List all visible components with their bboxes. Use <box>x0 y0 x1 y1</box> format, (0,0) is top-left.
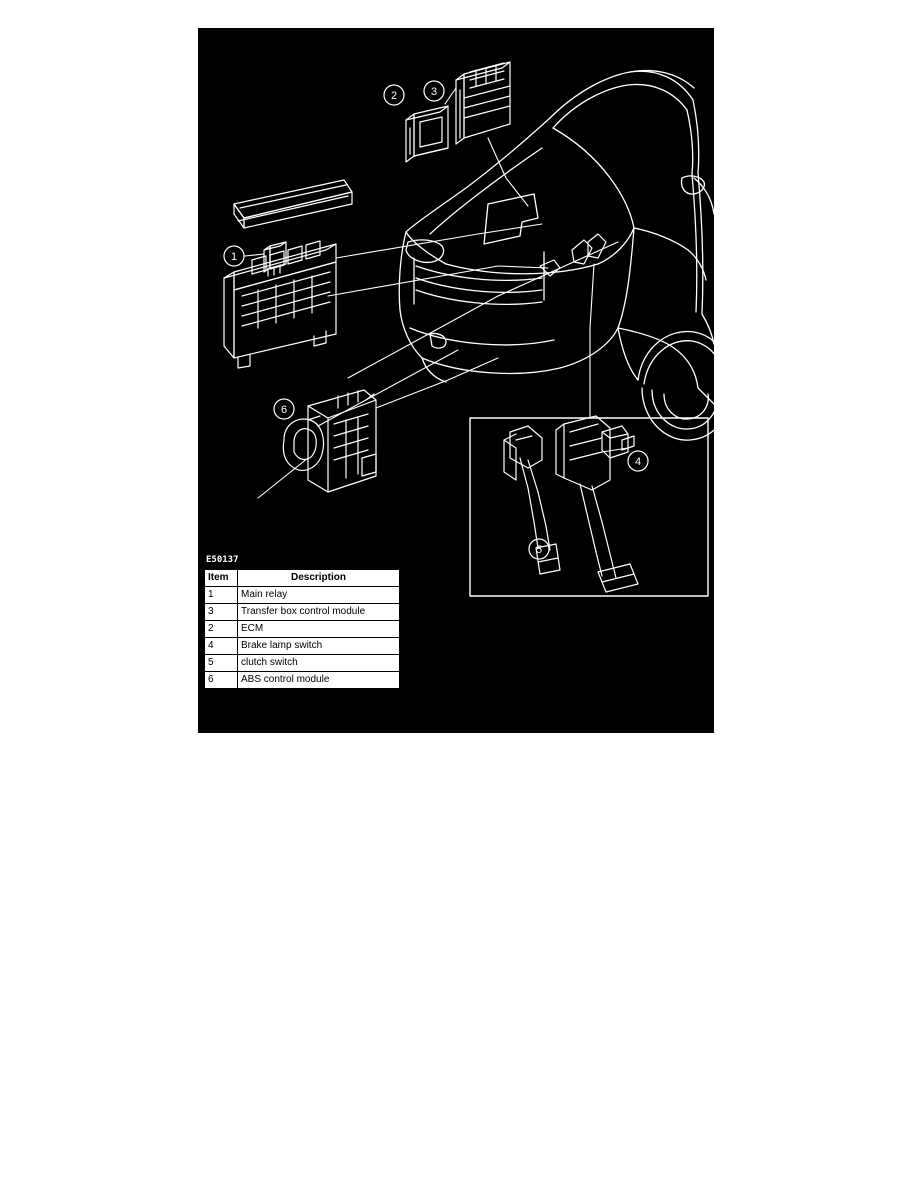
illustration-panel <box>198 28 714 733</box>
legend-item-description: Brake lamp switch <box>238 638 400 655</box>
legend-item-number: 4 <box>205 638 238 655</box>
pedal-assembly <box>504 416 638 592</box>
callout-label-3: 3 <box>430 86 438 98</box>
callout-label-4: 4 <box>634 456 642 468</box>
legend-item-number: 5 <box>205 655 238 672</box>
legend-item-description: Main relay <box>238 587 400 604</box>
figure-code: E50137 <box>206 555 239 565</box>
table-row <box>205 621 400 638</box>
legend-table <box>204 569 400 689</box>
table-row <box>205 655 400 672</box>
legend-header-row <box>205 570 400 587</box>
callout-label-5: 5 <box>535 544 543 556</box>
legend-item-number: 2 <box>205 621 238 638</box>
table-row <box>205 587 400 604</box>
callout-label-6: 6 <box>280 404 288 416</box>
legend-item-description: Transfer box control module <box>238 604 400 621</box>
legend-item-description: ECM <box>238 621 400 638</box>
legend-header-item: Item <box>205 570 238 587</box>
fusebox-module <box>224 241 336 368</box>
ecm-module <box>406 106 448 162</box>
legend-item-number: 1 <box>205 587 238 604</box>
table-row <box>205 672 400 689</box>
vehicle-outline <box>399 71 714 441</box>
callout-label-1: 1 <box>230 251 238 263</box>
legend-item-description: clutch switch <box>238 655 400 672</box>
transfer-box-control-module <box>456 62 510 144</box>
legend-item-description: ABS control module <box>238 672 400 689</box>
legend-item-number: 6 <box>205 672 238 689</box>
legend-header-description: Description <box>238 570 400 587</box>
abs-control-module <box>280 390 376 492</box>
callout-label-2: 2 <box>390 90 398 102</box>
legend-item-number: 3 <box>205 604 238 621</box>
table-row <box>205 604 400 621</box>
leader-lines <box>245 88 628 498</box>
table-row <box>205 638 400 655</box>
pedal-box-inset <box>470 418 708 596</box>
